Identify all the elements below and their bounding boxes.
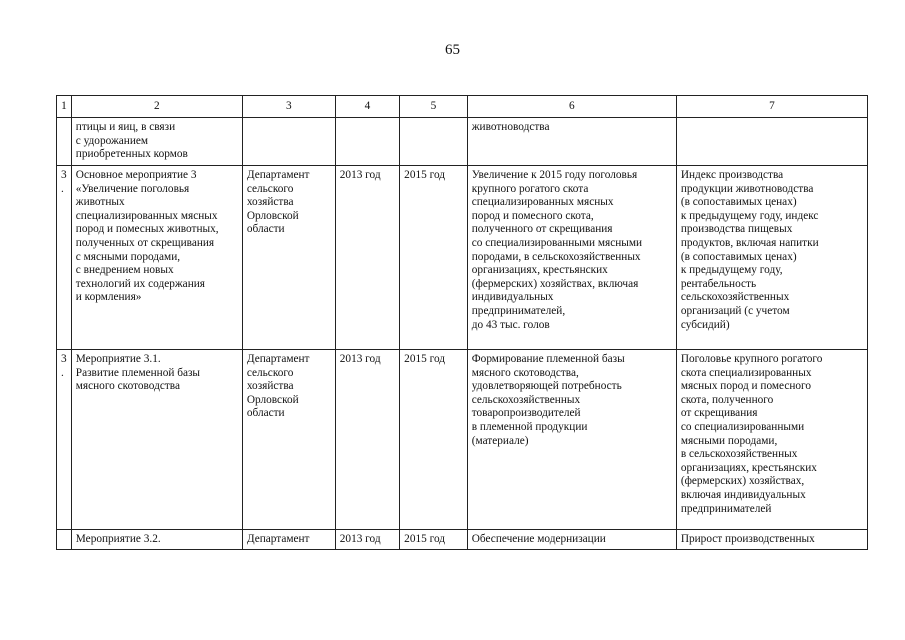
table-row [57, 530, 868, 550]
measure-name-cell: Основное мероприятие 3 «Увеличение поголовья животных специализированных мясных пород и помесных животных, полученных от скрещивания с мясными породами, с внедрением новых технологий их содержания и кормления» [71, 166, 242, 350]
table-row [57, 118, 868, 166]
indicator-cell [676, 118, 867, 166]
measure-name-cell: Мероприятие 3.1. Развитие племенной базы мясного скотоводства [71, 350, 242, 530]
expected-result-cell: животноводства [467, 118, 676, 166]
executor-cell: Департамент сельского хозяйства Орловской области [242, 166, 335, 350]
expected-result-cell: Формирование племенной базы мясного скотоводства, удовлетворяющей потребность сельскохозяйственных товаропроизводителей в племенной продукции (материале) [467, 350, 676, 530]
start-year-cell [335, 118, 399, 166]
measures-table [56, 95, 868, 550]
column-header: 7 [676, 96, 867, 118]
column-header: 1 [57, 96, 72, 118]
end-year-cell [400, 118, 468, 166]
table-row [57, 350, 868, 530]
measure-name-cell: птицы и яиц, в связи с удорожанием приобретенных кормов [71, 118, 242, 166]
indicator-cell: Прирост производственных [676, 530, 867, 550]
column-header: 2 [71, 96, 242, 118]
table-header-row [57, 96, 868, 118]
column-header: 6 [467, 96, 676, 118]
expected-result-cell: Увеличение к 2015 году поголовья крупного рогатого скота специализированных мясных пород и помесного скота, полученного от скрещивания со специализированными мясными породами, в сельскохозяйственных организациях, крестьянских (фермерских) хозяйствах, включая индивидуальных предпринимателей, до 43 тыс. голов [467, 166, 676, 350]
row-number-cell: 3. [57, 350, 72, 530]
indicator-cell: Индекс производства продукции животноводства (в сопоставимых ценах) к предыдущему году, индекс производства пищевых продуктов, включая напитки (в сопоставимых ценах) к предыдущему году, рентабельность сельскохозяйственных организаций (с учетом субсидий) [676, 166, 867, 350]
row-number-cell [57, 118, 72, 166]
end-year-cell: 2015 год [400, 530, 468, 550]
executor-cell: Департамент сельского хозяйства Орловской области [242, 350, 335, 530]
end-year-cell: 2015 год [400, 166, 468, 350]
column-header: 4 [335, 96, 399, 118]
start-year-cell: 2013 год [335, 166, 399, 350]
row-number-cell: 3. [57, 166, 72, 350]
executor-cell [242, 118, 335, 166]
executor-cell: Департамент [242, 530, 335, 550]
start-year-cell: 2013 год [335, 350, 399, 530]
end-year-cell: 2015 год [400, 350, 468, 530]
row-number-cell [57, 530, 72, 550]
measure-name-cell: Мероприятие 3.2. [71, 530, 242, 550]
page-number: 65 [445, 42, 460, 58]
column-header: 5 [400, 96, 468, 118]
expected-result-cell: Обеспечение модернизации [467, 530, 676, 550]
start-year-cell: 2013 год [335, 530, 399, 550]
indicator-cell: Поголовье крупного рогатого скота специализированных мясных пород и помесного скота, полученного от скрещивания со специализированными мясными породами, в сельскохозяйственных организациях, крестьянских (фермерских) хозяйствах, включая индивидуальных предпринимателей [676, 350, 867, 530]
table-row [57, 166, 868, 350]
column-header: 3 [242, 96, 335, 118]
